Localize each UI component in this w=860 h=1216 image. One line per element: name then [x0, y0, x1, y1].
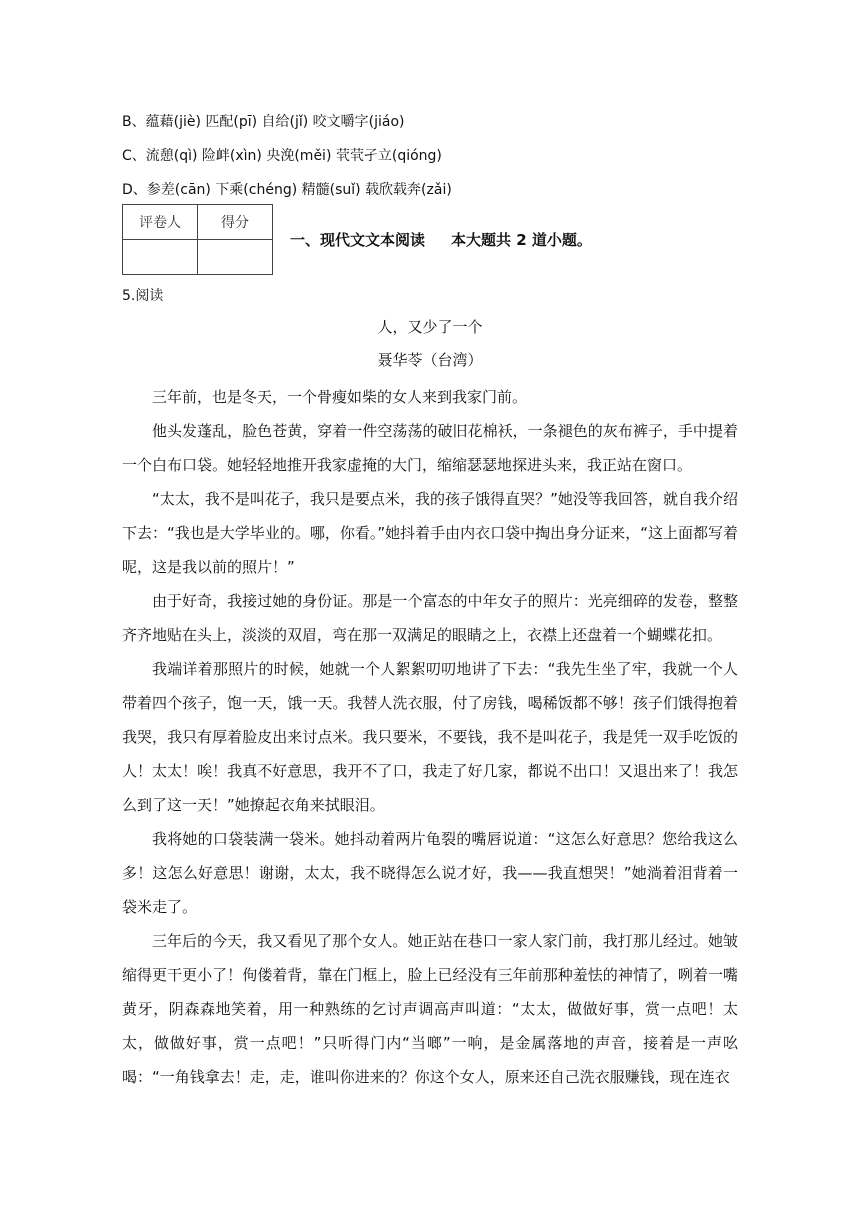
paragraph: “太太，我不是叫花子，我只是要点米，我的孩子饿得直哭？”她没等我回答，就自我介绍下去：“我也是大学毕业的。哪，你看。”她抖着手由内衣口袋中掏出身分证来，“这上面都写着呢，这是我以前的照片！” [122, 490, 738, 576]
option-c: C、流憩(qì) 险衅(xìn) 央浼(měi) 茕茕孑立(qióng) [122, 148, 442, 164]
option-b: B、蕴藉(jiè) 匹配(pī) 自给(jǐ) 咬文嚼字(jiáo) [122, 114, 405, 130]
article-title: 人，又少了一个 [377, 318, 483, 336]
article-body [122, 380, 738, 1094]
section-heading [290, 229, 592, 250]
score-cell [198, 240, 273, 275]
grader-cell [123, 240, 198, 275]
paragraph: 他头发蓬乱，脸色苍黄，穿着一件空荡荡的破旧花棉袄，一条褪色的灰布裤子，手中提着一个白布口袋。她轻轻地推开我家虚掩的大门，缩缩瑟瑟地探进头来，我正站在窗口。 [122, 422, 738, 474]
option-d: D、参差(cān) 下乘(chéng) 精髓(suǐ) 载欣载奔(zǎi) [122, 182, 452, 198]
paragraph: 三年前，也是冬天，一个骨瘦如柴的女人来到我家门前。 [152, 388, 528, 406]
grader-header: 评卷人 [123, 205, 198, 240]
paragraph: 我将她的口袋装满一袋米。她抖动着两片龟裂的嘴唇说道：“这怎么好意思？您给我这么多！这怎么好意思！谢谢，太太，我不晓得怎么说才好，我——我直想哭！”她淌着泪背着一袋米走了。 [122, 830, 738, 916]
section-title: 一、现代文文本阅读 [290, 231, 426, 249]
article-author: 聂华苓（台湾） [377, 351, 483, 369]
question-label: 5.阅读 [122, 288, 164, 304]
paragraph: 三年后的今天，我又看见了那个女人。她正站在巷口一家人家门前，我打那儿经过。她皱缩得更干更小了！佝偻着背，靠在门框上，脸上已经没有三年前那种羞怯的神情了，咧着一嘴黄牙，阴森森地笑着，用一种熟练的乞讨声调高声叫道：“太太，做做好事，赏一点吧！太太，做做好事，赏一点吧！”只听得门内“当啷”一响，是金属落地的声音，接着是一声吆喝：“一角钱拿去！走，走，谁叫你进来的？你这个女人，原来还自己洗衣服赚钱，现在连衣 [122, 932, 738, 1086]
score-table [122, 204, 273, 275]
score-header: 得分 [198, 205, 273, 240]
paragraph: 由于好奇，我接过她的身份证。那是一个富态的中年女子的照片：光亮细碎的发卷，整整齐齐地贴在头上，淡淡的双眉，弯在那一双满足的眼睛之上，衣襟上还盘着一个蝴蝶花扣。 [122, 592, 738, 644]
paragraph: 我端详着那照片的时候，她就一个人絮絮叨叨地讲了下去：“我先生坐了牢，我就一个人带着四个孩子，饱一天，饿一天。我替人洗衣服，付了房钱，喝稀饭都不够！孩子们饿得抱着我哭，我只有厚着脸皮出来讨点米。我只要米，不要钱，我不是叫花子，我是凭一双手吃饭的人！太太！唉！我真不好意思，我开不了口，我走了好几家，都说不出口！又退出来了！我怎么到了这一天！”她撩起衣角来拭眼泪。 [122, 660, 738, 814]
section-note: 本大题共 2 道小题。 [451, 231, 592, 249]
